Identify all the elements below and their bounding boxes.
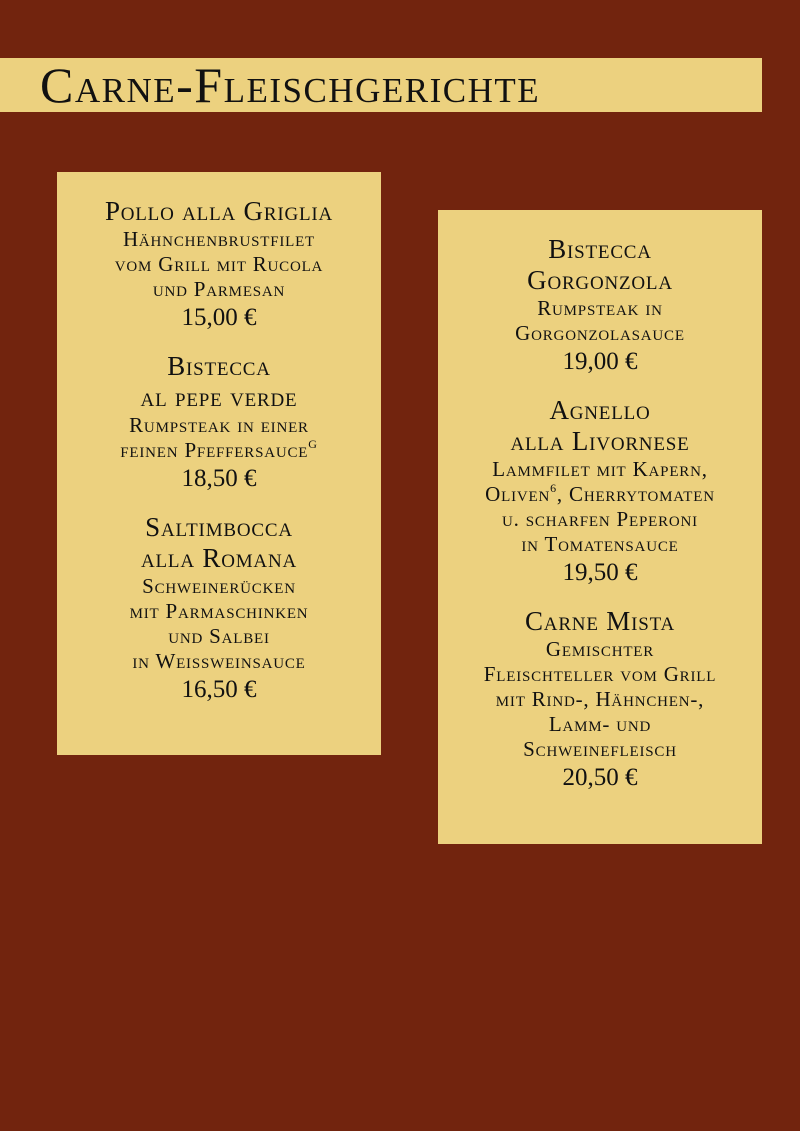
allergen-superscript: 6 xyxy=(550,481,557,495)
dish-name xyxy=(57,351,381,413)
dish-name-line: al pepe verde xyxy=(140,382,298,412)
dish-saltimbocca-alla-romana xyxy=(57,512,381,706)
dish-description-line: Rumpsteak in einer xyxy=(129,413,309,437)
title-bar xyxy=(0,58,762,112)
dish-bistecca-gorgonzola xyxy=(438,234,762,378)
dish-description-line: in Weissweinsauce xyxy=(132,649,306,673)
dish-description xyxy=(57,413,381,463)
dish-description-line: Lamm- und xyxy=(548,712,652,736)
dish-name-line: alla Livornese xyxy=(510,426,690,456)
dish-name-line: Bistecca xyxy=(167,351,271,381)
dish-price: 19,50 € xyxy=(562,559,638,586)
dish-description-line: u. scharfen Peperoni xyxy=(502,507,698,531)
dish-description-text: Oliven xyxy=(485,482,551,506)
page-title: Carne-Fleischgerichte xyxy=(40,57,541,113)
dish-description-line xyxy=(438,482,762,507)
dish-description-line: und Salbei xyxy=(168,624,270,648)
dish-name-line: Saltimbocca xyxy=(145,512,293,542)
dish-name-line: Pollo alla Griglia xyxy=(104,196,334,226)
dish-carne-mista xyxy=(438,606,762,794)
dish-description-line: Schweinerücken xyxy=(142,574,296,598)
dish-agnello-alla-livornese xyxy=(438,395,762,589)
dish-name xyxy=(438,606,762,637)
dish-description-line: mit Rind-, Hähnchen-, xyxy=(495,687,705,711)
menu-panel-left xyxy=(57,172,381,755)
dish-description-line: mit Parmaschinken xyxy=(129,599,309,623)
dish-name-line: Bistecca xyxy=(548,234,652,264)
dish-description xyxy=(438,296,762,346)
dish-description xyxy=(57,574,381,674)
dish-name-line: Agnello xyxy=(549,395,651,425)
dish-description-text: feinen Pfeffersauce xyxy=(120,438,309,462)
dish-name-line: Gorgonzola xyxy=(527,265,673,295)
dish-description xyxy=(438,637,762,762)
dish-price: 16,50 € xyxy=(181,676,257,703)
dish-price: 18,50 € xyxy=(181,465,257,492)
dish-description-line: Rumpsteak in xyxy=(537,296,663,320)
dish-description-line: Gemischter xyxy=(545,637,655,661)
dish-description-line: vom Grill mit Rucola xyxy=(114,252,324,276)
dish-description-line xyxy=(57,438,381,463)
dish-description xyxy=(57,227,381,302)
dish-description-line: Fleischteller vom Grill xyxy=(483,662,717,686)
menu-panel-right xyxy=(438,210,762,844)
dish-description xyxy=(438,457,762,557)
dish-description-line: und Parmesan xyxy=(152,277,286,301)
dish-description-line: Schweinefleisch xyxy=(523,737,677,761)
dish-description-line: Gorgonzolasauce xyxy=(515,321,685,345)
dish-price: 15,00 € xyxy=(181,304,257,331)
dish-name-line: Carne Mista xyxy=(525,606,675,636)
dish-name xyxy=(438,395,762,457)
dish-name-line: alla Romana xyxy=(141,543,297,573)
dish-description-line: Lammfilet mit Kapern, xyxy=(492,457,708,481)
dish-name xyxy=(57,512,381,574)
dish-bistecca-al-pepe-verde xyxy=(57,351,381,495)
dish-price: 20,50 € xyxy=(562,764,638,791)
dish-description-line: in Tomatensauce xyxy=(521,532,679,556)
dish-description-text: , Cherrytomaten xyxy=(556,482,715,506)
dish-pollo-alla-griglia xyxy=(57,196,381,334)
dish-price: 19,00 € xyxy=(562,348,638,375)
dish-name xyxy=(57,196,381,227)
allergen-superscript: G xyxy=(308,437,318,451)
dish-description-line: Hähnchenbrustfilet xyxy=(122,227,316,251)
dish-name xyxy=(438,234,762,296)
